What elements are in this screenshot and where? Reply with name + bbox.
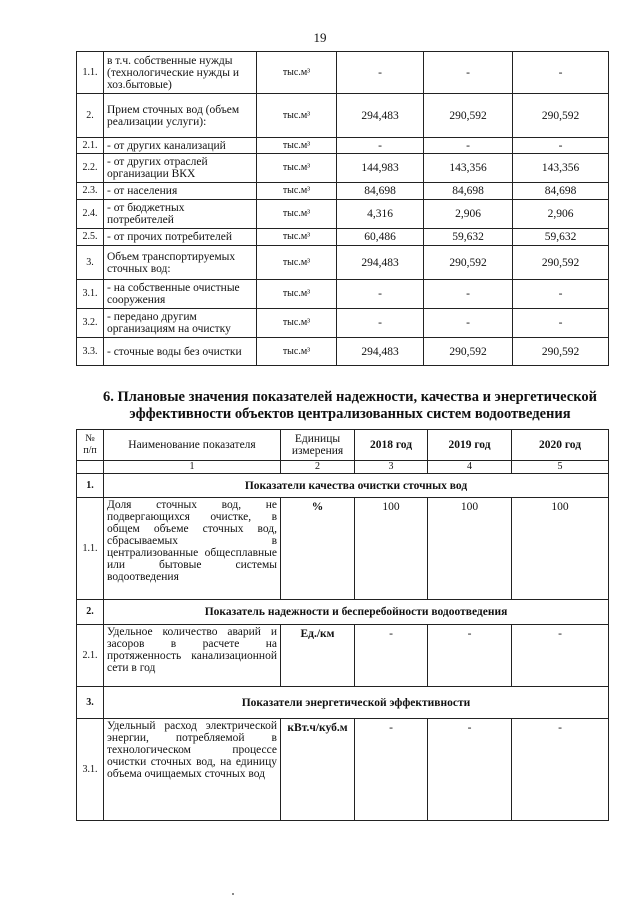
value-2019: 2,906 (424, 200, 513, 229)
volume-row (77, 183, 609, 200)
section-title: Показатели энергетической эффективности (104, 687, 609, 719)
row-name: - от других отраслей организации ВКХ (104, 154, 257, 183)
indicators-table (76, 429, 609, 821)
row-num: 2.1. (77, 138, 104, 154)
volume-row (77, 280, 609, 309)
section-row (77, 600, 609, 625)
row-unit: тыс.м³ (257, 138, 337, 154)
value-2020: 100 (512, 498, 609, 600)
section-num: 1. (77, 474, 104, 498)
value-2019: - (424, 52, 513, 94)
scan-dot (232, 893, 234, 895)
row-name: Удельное количество аварий и засоров в расчете на протяженность канализационной сети в год (104, 625, 281, 687)
value-2020: 84,698 (513, 183, 609, 200)
row-num: 2.4. (77, 200, 104, 229)
row-num: 2.2. (77, 154, 104, 183)
indicator-row (77, 498, 609, 600)
row-name: - сточные воды без очистки (104, 338, 257, 366)
row-unit: тыс.м³ (257, 338, 337, 366)
value-2018: - (337, 309, 424, 338)
row-name: Удельный расход электрической энергии, потребляемой в технологическом процессе очистки сточных вод, на единицу объема очищаемых сточных вод (104, 719, 281, 821)
section-title: Показатель надежности и бесперебойности водоотведения (104, 600, 609, 625)
volume-row (77, 154, 609, 183)
row-name: - на собственные очистные сооружения (104, 280, 257, 309)
volume-row (77, 338, 609, 366)
section-title: Показатели качества очистки сточных вод (104, 474, 609, 498)
section-num: 3. (77, 687, 104, 719)
volume-row (77, 246, 609, 280)
row-num: 3.1. (77, 280, 104, 309)
row-num: 3.3. (77, 338, 104, 366)
volume-row (77, 229, 609, 246)
row-unit: тыс.м³ (257, 200, 337, 229)
value-2018: - (337, 280, 424, 309)
row-unit: тыс.м³ (257, 309, 337, 338)
row-unit: тыс.м³ (257, 229, 337, 246)
row-num: 2.1. (77, 625, 104, 687)
value-2020: 290,592 (513, 246, 609, 280)
section-row (77, 687, 609, 719)
volume-row (77, 94, 609, 138)
value-2018: 294,483 (337, 338, 424, 366)
row-num: 1.1. (77, 52, 104, 94)
row-name: в т.ч. собственные нужды (технологические нужды и хоз.бытовые) (104, 52, 257, 94)
volume-row (77, 52, 609, 94)
value-2019: 143,356 (424, 154, 513, 183)
value-2018: - (355, 625, 428, 687)
value-2020: 59,632 (513, 229, 609, 246)
row-num: 3.1. (77, 719, 104, 821)
value-2018: 294,483 (337, 246, 424, 280)
value-2019: 290,592 (424, 246, 513, 280)
wastewater-volume-table (76, 51, 609, 366)
row-num: 1.1. (77, 498, 104, 600)
section-row (77, 474, 609, 498)
row-num: 2. (77, 94, 104, 138)
value-2019: - (424, 138, 513, 154)
page-number: 19 (313, 30, 327, 45)
value-2018: 144,983 (337, 154, 424, 183)
header-2019: 2019 год (428, 430, 512, 461)
value-2018: 294,483 (337, 94, 424, 138)
section-heading: 6. Плановые значения показателей надежности, качества и энергетической эффективности объектов централизованных систем водоотведения (103, 389, 597, 422)
volume-row (77, 200, 609, 229)
column-index: 3 (355, 461, 428, 474)
value-2020: - (513, 138, 609, 154)
header-num: № п/п (77, 430, 104, 461)
value-2018: 100 (355, 498, 428, 600)
value-2019: 84,698 (424, 183, 513, 200)
indicator-row (77, 719, 609, 821)
header-2020: 2020 год (512, 430, 609, 461)
column-index: 2 (281, 461, 355, 474)
row-num: 3.2. (77, 309, 104, 338)
row-unit: тыс.м³ (257, 183, 337, 200)
column-index: 5 (512, 461, 609, 474)
value-2020: - (513, 52, 609, 94)
value-2019: 100 (428, 498, 512, 600)
row-unit: тыс.м³ (257, 94, 337, 138)
value-2018: 60,486 (337, 229, 424, 246)
value-2018: - (355, 719, 428, 821)
value-2020: - (512, 719, 609, 821)
value-2019: - (428, 625, 512, 687)
row-name: Объем транспортируемых сточных вод: (104, 246, 257, 280)
row-num: 2.3. (77, 183, 104, 200)
row-unit: % (281, 498, 355, 600)
row-name: - от бюджетных потребителей (104, 200, 257, 229)
value-2020: 290,592 (513, 338, 609, 366)
indicator-row (77, 625, 609, 687)
row-name: - передано другим организациям на очистку (104, 309, 257, 338)
value-2019: 290,592 (424, 94, 513, 138)
value-2018: - (337, 52, 424, 94)
value-2020: - (513, 280, 609, 309)
value-2019: - (424, 280, 513, 309)
row-unit: тыс.м³ (257, 52, 337, 94)
value-2020: - (512, 625, 609, 687)
value-2018: - (337, 138, 424, 154)
header-row (77, 430, 609, 461)
volume-row (77, 309, 609, 338)
value-2019: - (424, 309, 513, 338)
value-2018: 4,316 (337, 200, 424, 229)
column-index: 4 (428, 461, 512, 474)
value-2020: 2,906 (513, 200, 609, 229)
section-num: 2. (77, 600, 104, 625)
header-2018: 2018 год (355, 430, 428, 461)
column-index-row (77, 461, 609, 474)
volume-row (77, 138, 609, 154)
row-name: - от прочих потребителей (104, 229, 257, 246)
value-2019: 290,592 (424, 338, 513, 366)
row-name: Прием сточных вод (объем реализации услуги): (104, 94, 257, 138)
row-name: Доля сточных вод, не подвергающихся очистке, в общем объеме сточных вод, сбрасываемых в централизованные общесплавные или бытовые системы водоотведения (104, 498, 281, 600)
row-unit: кВт.ч/куб.м (281, 719, 355, 821)
row-num: 3. (77, 246, 104, 280)
value-2018: 84,698 (337, 183, 424, 200)
value-2020: - (513, 309, 609, 338)
header-name: Наименование показателя (104, 430, 281, 461)
value-2020: 290,592 (513, 94, 609, 138)
row-num: 2.5. (77, 229, 104, 246)
header-unit: Единицы измерения (281, 430, 355, 461)
column-index: 1 (104, 461, 281, 474)
value-2019: - (428, 719, 512, 821)
row-unit: Ед./км (281, 625, 355, 687)
row-name: - от населения (104, 183, 257, 200)
row-unit: тыс.м³ (257, 280, 337, 309)
row-unit: тыс.м³ (257, 246, 337, 280)
value-2019: 59,632 (424, 229, 513, 246)
row-name: - от других канализаций (104, 138, 257, 154)
row-unit: тыс.м³ (257, 154, 337, 183)
value-2020: 143,356 (513, 154, 609, 183)
